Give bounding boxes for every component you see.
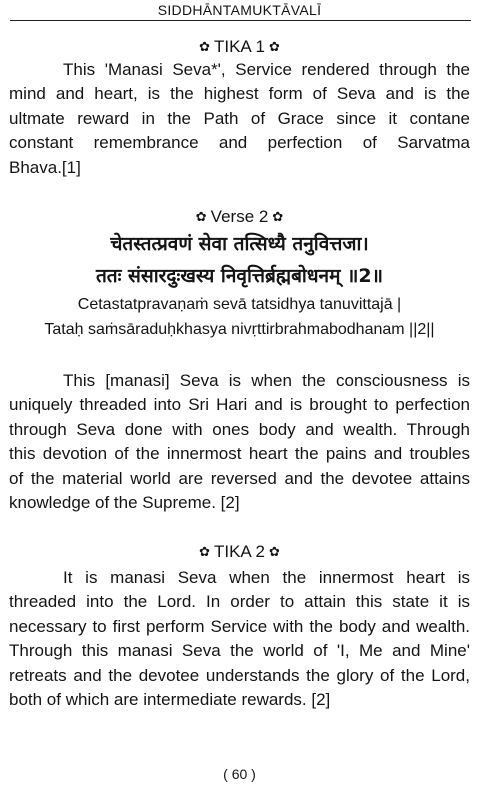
transliteration-line: Tataḥ saṁsāraduḥkhasya nivṛttirbrahmabodhanam ||2|| (44, 321, 435, 338)
text-line: This 'Manasi Seva*', Service rendered through the (63, 60, 470, 79)
text-line: necessary to first perform Service with the body and wealth. (9, 616, 470, 636)
verse2-heading (0, 207, 479, 227)
text-line: uniquely threaded into Sri Hari and is brought to perfection (9, 395, 470, 415)
text-line: ultmate reward in the Path of Grace since it contane (9, 108, 470, 128)
text-line: Bhava.[1] (9, 157, 81, 177)
text-line: threaded into the Lord. In order to attain this state it is (9, 592, 470, 612)
verse2-paragraph (9, 369, 470, 515)
flower-ornament-icon: ✿ (269, 544, 280, 559)
running-head: SIDDHĀNTAMUKTĀVALĪ (157, 2, 322, 18)
text-line: It is manasi Seva when the innermost heart is (63, 568, 470, 587)
flower-ornament-icon: ✿ (195, 209, 207, 224)
tika1-heading-text: TIKA 1 (213, 37, 266, 56)
text-line: mind and heart, is the highest form of Seva and is the (9, 84, 470, 104)
flower-ornament-icon: ✿ (199, 544, 210, 559)
flower-ornament-icon: ✿ (199, 39, 210, 54)
devanagari-line: ततः संसारदुःखस्य निवृत्तिर्ब्रह्मबोधनम् ॥2॥ (95, 265, 384, 287)
text-line: constant remembrance and perfection of Sarvatma (9, 133, 470, 153)
transliteration-line: Cetastatpravaṇaṁ sevā tatsidhya tanuvittajā | (77, 296, 402, 313)
text-line: Through this manasi Seva the world of 'I, Me and Mine' (9, 641, 470, 661)
text-line: This [manasi] Seva is when the consciousness is (63, 371, 470, 390)
page-number: ( 60 ) (223, 766, 256, 782)
header-rule (10, 20, 471, 21)
text-line: through Seva done with ones body and wealth. Through (9, 419, 470, 439)
tika1-paragraph (9, 58, 470, 180)
tika2-paragraph (9, 566, 470, 712)
tika1-heading (0, 37, 479, 57)
text-line: retreats and the devotee understands the glory of the Lord, (9, 665, 470, 685)
text-line: this devotion of the innermost heart the pains and troubles (9, 444, 470, 464)
verse2-heading-text: Verse 2 (210, 207, 269, 226)
text-line: knowledge of the Supreme. [2] (9, 493, 240, 513)
devanagari-line: चेतस्तत्प्रवणं सेवा तत्सिध्यै तनुवित्तजा। (110, 233, 369, 255)
text-line: of the material world are reversed and the devotee attains (9, 468, 470, 488)
text-line: both of which are intermediate rewards. [2] (9, 690, 331, 710)
flower-ornament-icon: ✿ (272, 209, 284, 224)
flower-ornament-icon: ✿ (269, 39, 280, 54)
tika2-heading-text: TIKA 2 (213, 542, 266, 561)
tika2-heading (0, 542, 479, 562)
